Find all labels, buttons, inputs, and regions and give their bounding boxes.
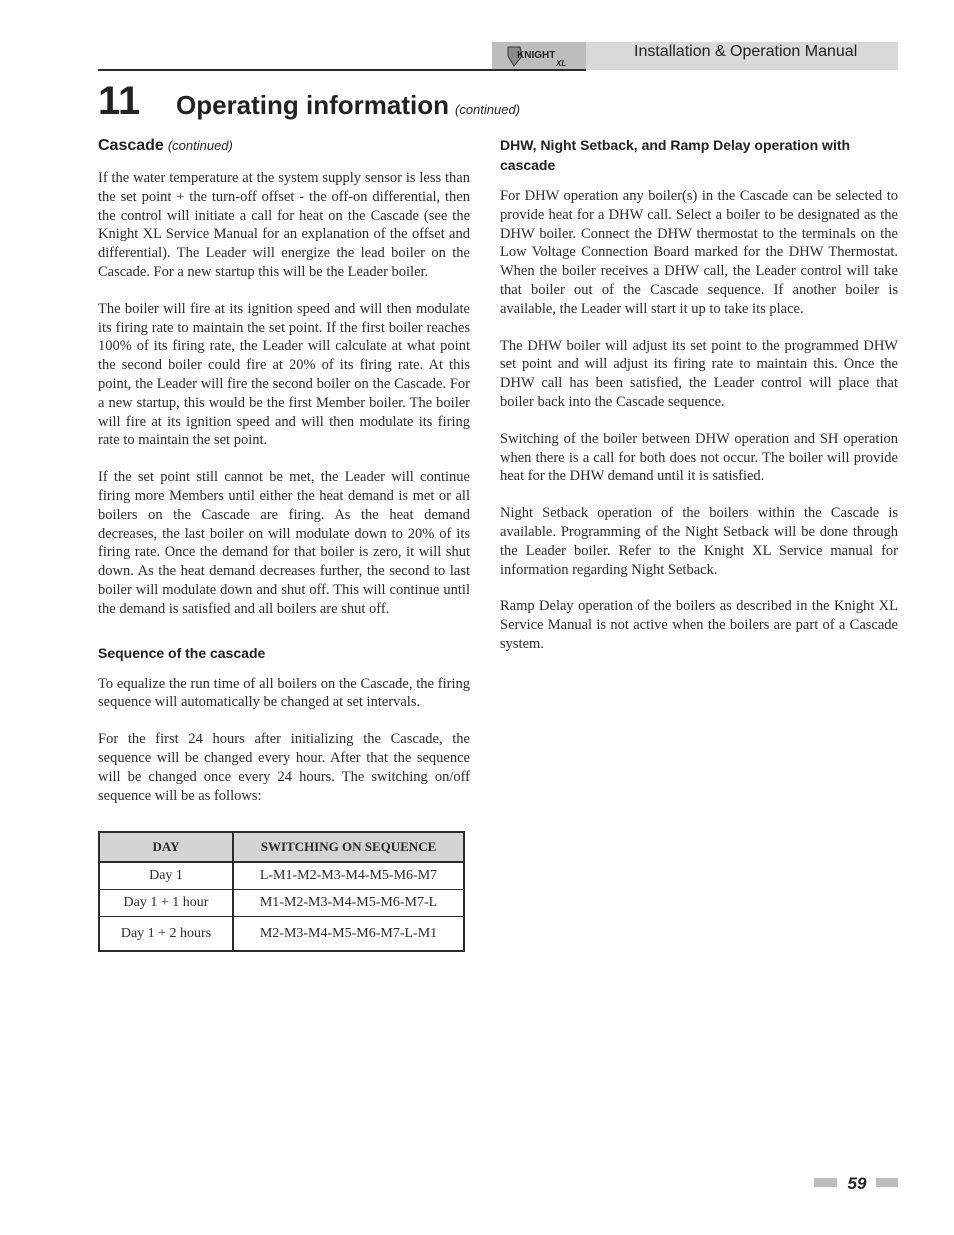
svg-text:XL: XL <box>556 59 567 68</box>
table-cell: L-M1-M2-M3-M4-M5-M6-M7 <box>233 862 464 890</box>
table-cell: Day 1 + 1 hour <box>99 890 233 917</box>
paragraph: If the set point still cannot be met, the Leader will continue firing more Members until either the heat demand is met or all boilers on the Cascade are firing. As the heat demand decreases, the last boiler on will modulate down to 20% of its firing rate. Once the demand for that boiler is zero, it will shut down. As the heat demand decreases further, the second to last boiler will modulate down and shut off. This will continue until the demand is satisfied and all boilers are shut off. <box>98 469 470 617</box>
paragraph: To equalize the run time of all boilers on the Cascade, the firing sequence will automatically be changed at set intervals. <box>98 675 470 711</box>
paragraph: For DHW operation any boiler(s) in the Cascade can be selected to provide heat for a DHW call. Select a boiler to be designated as the DHW boiler. Connect the DHW thermostat to the terminals on the Low Voltage Connection Board marked for the DHW Thermostat. When the boiler receives a DHW call, the Leader control will take that boiler out of the Cascade sequence. If another boiler is available, the Leader will start it up to take its place. <box>500 188 898 317</box>
header-divider <box>98 69 586 71</box>
paragraph: For the first 24 hours after initializing the Cascade, the sequence will be changed every hour. After that the sequence will be changed once every 24 hours. The switching on/off sequence will be as follows: <box>98 731 470 804</box>
table-cell: Day 1 <box>99 862 233 890</box>
chapter-continued: (continued) <box>455 102 521 117</box>
subsection-heading: Sequence of the cascade <box>98 644 266 661</box>
table-row <box>99 917 464 952</box>
table-row <box>99 890 464 917</box>
paragraph: Ramp Delay operation of the boilers as described in the Knight XL Service Manual is not active when the boilers are part of a Cascade system. <box>500 598 898 652</box>
table-cell: Day 1 + 2 hours <box>99 917 233 952</box>
chapter-number: 11 <box>98 79 141 123</box>
table-cell: M1-M2-M3-M4-M5-M6-M7-L <box>233 890 464 917</box>
chapter-title <box>176 89 520 126</box>
section-title: Cascade <box>98 137 164 154</box>
left-column <box>98 135 470 952</box>
section-heading-dhw: DHW, Night Setback, and Ramp Delay operation with cascade <box>500 137 851 173</box>
section-continued: (continued) <box>167 138 233 153</box>
table-header-row <box>99 832 464 862</box>
knight-xl-logo-icon <box>504 44 574 68</box>
chapter-title-text: Operating information <box>176 90 449 120</box>
sequence-table-wrapper <box>98 831 470 952</box>
svg-text:KNIGHT: KNIGHT <box>517 50 556 61</box>
manual-title: Installation & Operation Manual <box>634 43 858 60</box>
footer-bar-left <box>814 1178 837 1187</box>
paragraph: The boiler will fire at its ignition speed and will then modulate its firing rate to maintain the set point. If the first boiler reaches 100% of its firing rate, the Leader will calculate at what point the second boiler could fire at 20% of its firing rate. At this point, the Leader will fire the second boiler on the Cascade. For a new startup, this would be the first Member boiler. The boiler will fire at its ignition speed and will then modulate its firing rate to maintain the set point. <box>98 300 470 449</box>
section-heading-cascade <box>98 135 470 157</box>
column-header: DAY <box>99 832 233 862</box>
table-cell: M2-M3-M4-M5-M6-M7-L-M1 <box>233 917 464 952</box>
paragraph: If the water temperature at the system supply sensor is less than the set point + the turn-off offset - the off-on differential, then the control will initiate a call for heat on the Cascade (see the Knight XL Service Manual for an explanation of the offset and differential). The Leader will energize the lead boiler on the Cascade. For a new startup this will be the Leader boiler. <box>98 170 470 280</box>
table-row <box>99 862 464 890</box>
paragraph: The DHW boiler will adjust its set point to the programmed DHW set point and will adjust its firing rate to maintain this. Once the DHW call has been satisfied, the Leader control will place that boiler back into the Cascade sequence. <box>500 337 898 410</box>
brand-logo <box>492 42 586 70</box>
paragraph: Switching of the boiler between DHW operation and SH operation when there is a call for both does not occur. The boiler will provide heat for the DHW demand until it is satisfied. <box>500 430 898 485</box>
page-number: 59 <box>847 1174 867 1193</box>
right-column <box>500 135 898 672</box>
sequence-table <box>98 831 465 952</box>
column-header: SWITCHING ON SEQUENCE <box>233 832 464 862</box>
footer-bar-right <box>876 1178 898 1187</box>
paragraph: Night Setback operation of the boilers within the Cascade is available. Programming of the Night Setback will be done through the Leader boiler. Refer to the Knight XL Service manual for information regarding Night Setback. <box>500 505 898 578</box>
